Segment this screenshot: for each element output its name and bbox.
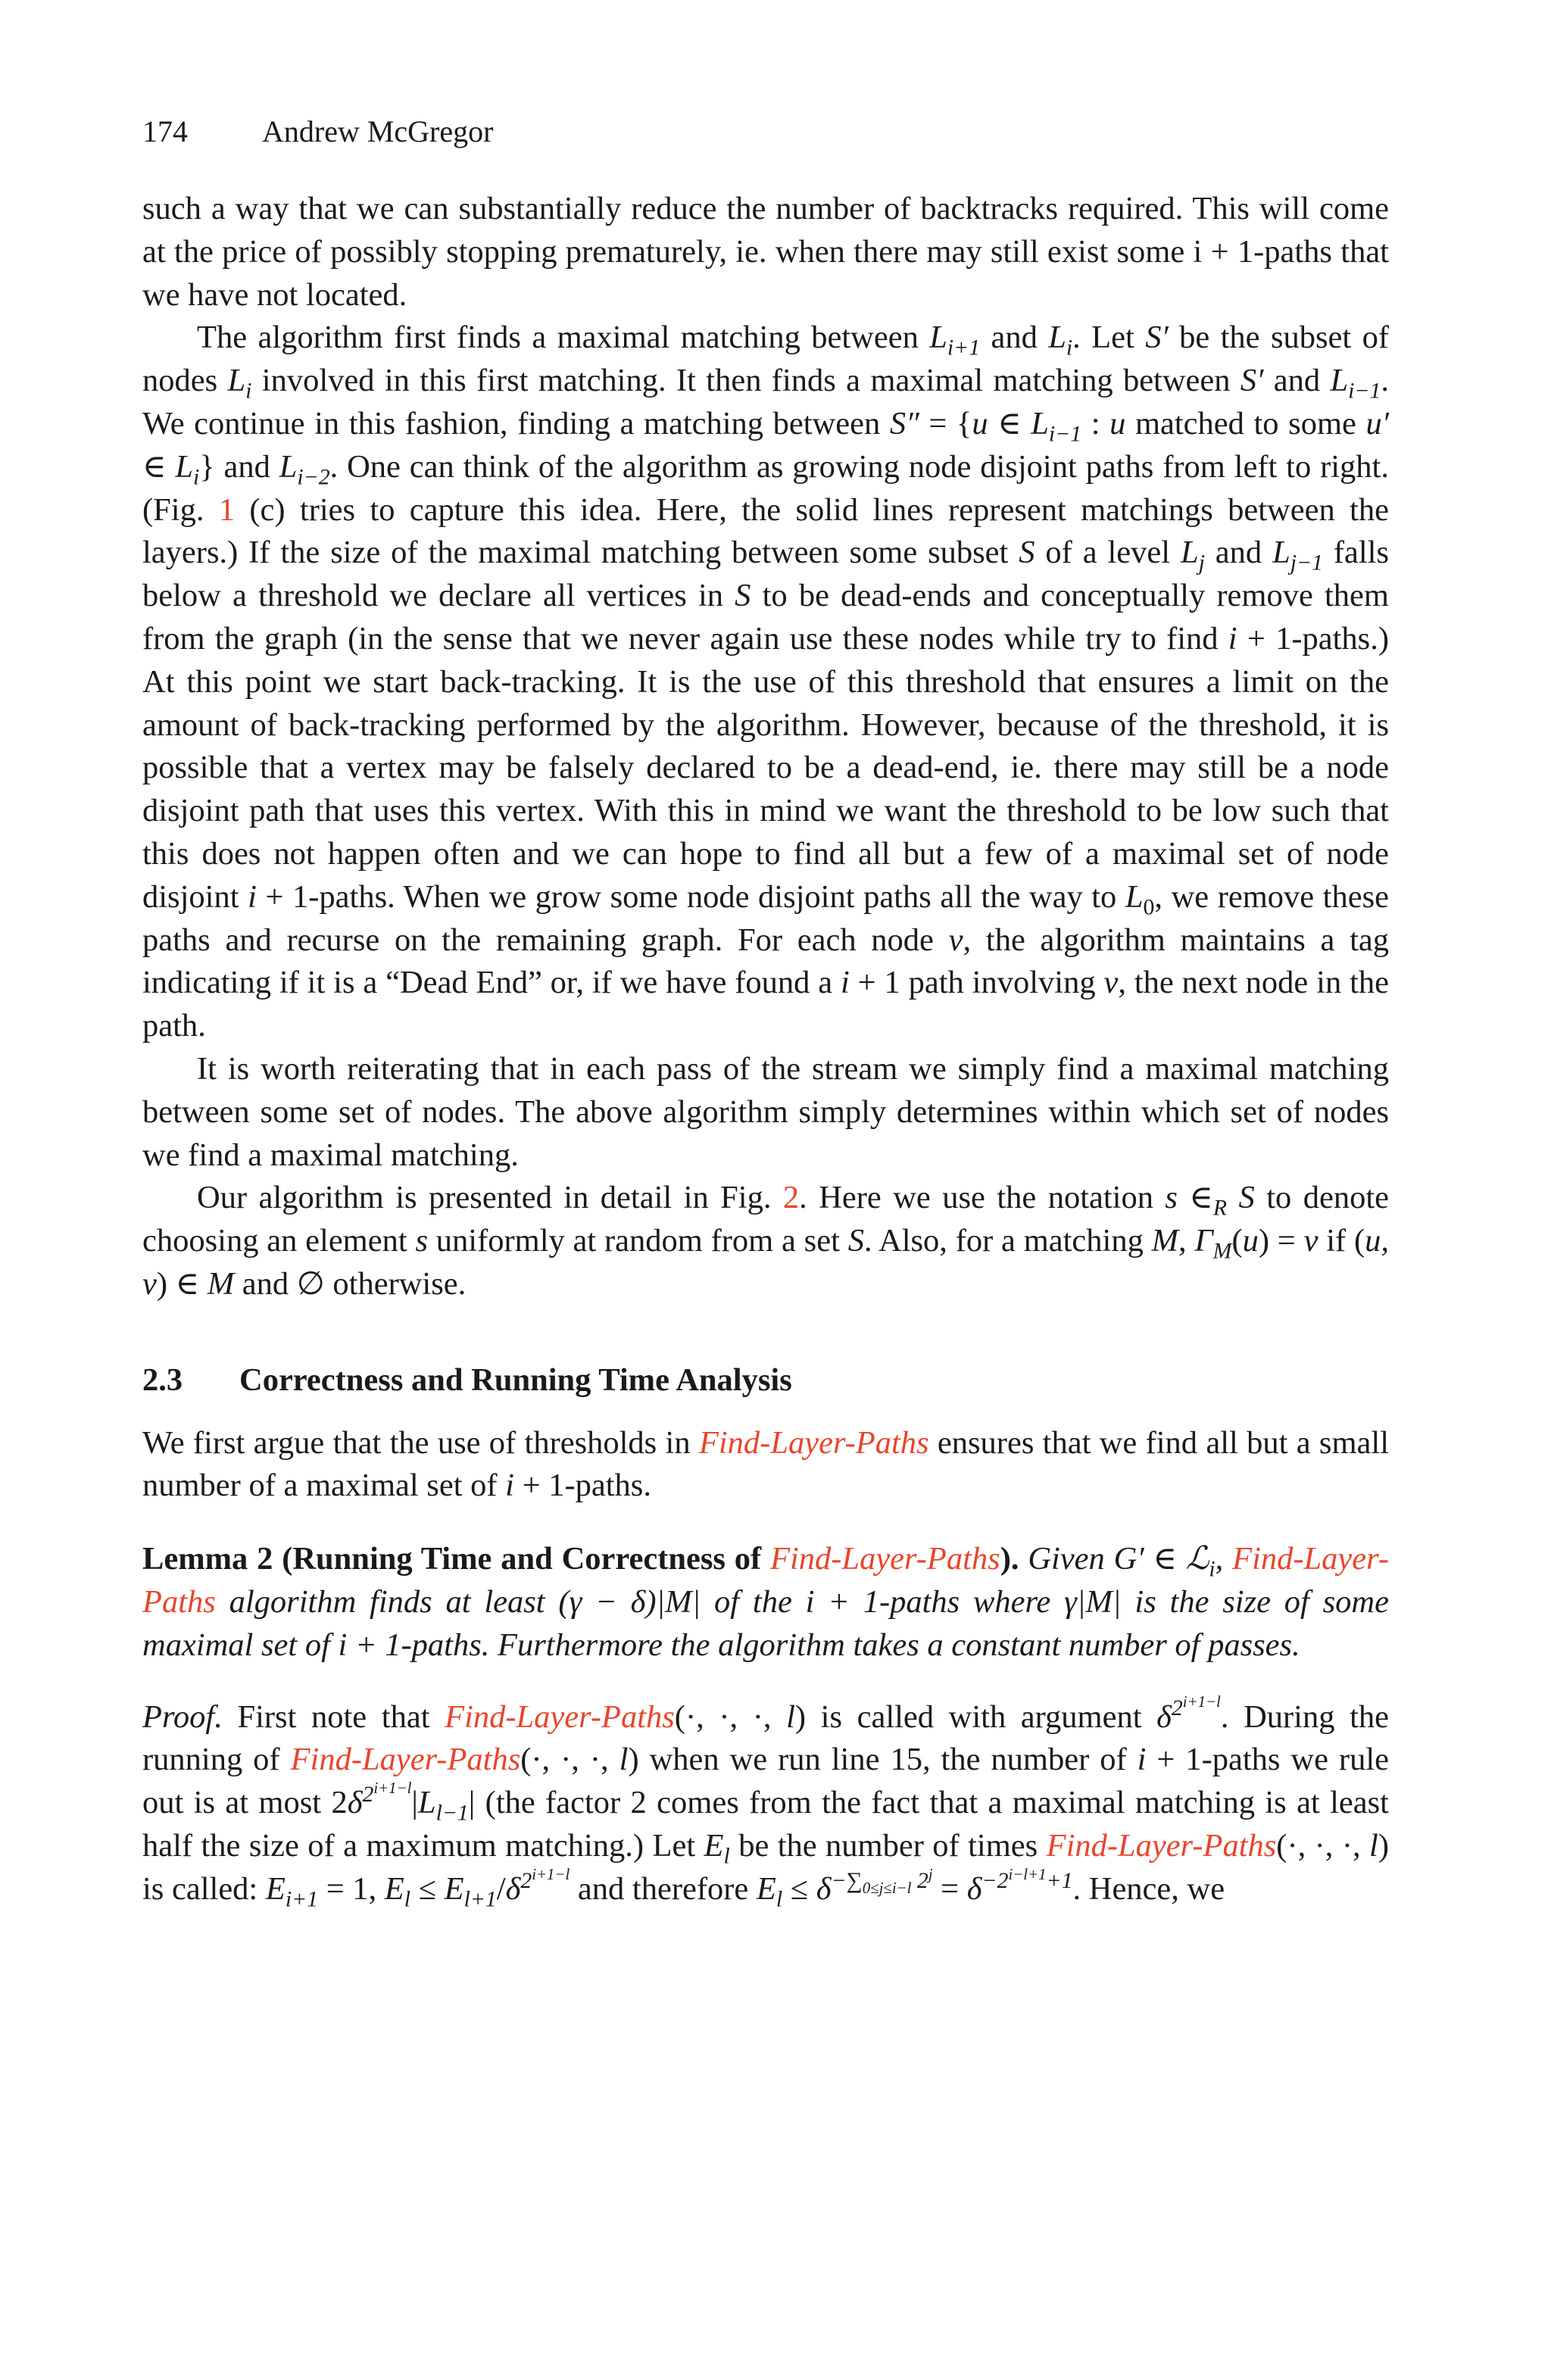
- lemma-heading: Lemma 2 (Running Time and Correctness of Find-Layer-Paths).: [142, 1541, 1019, 1577]
- page-number: 174: [142, 114, 188, 148]
- figure-2-link[interactable]: 2: [782, 1180, 800, 1216]
- section-number: 2.3: [142, 1362, 183, 1398]
- proof-label: Proof.: [142, 1698, 223, 1735]
- figure-1-link[interactable]: 1: [218, 491, 236, 528]
- paragraph-1: such a way that we can substantially reduce the number of backtracks required. This will come at the price of possibly stopping prematurely, ie. when there may still exist some i + 1-paths that we have not located.: [142, 191, 1389, 313]
- running-head: [142, 114, 1389, 150]
- find-layer-paths-link[interactable]: Find-Layer-Paths: [445, 1698, 675, 1735]
- section-title: Correctness and Running Time Analysis: [239, 1362, 792, 1398]
- find-layer-paths-link[interactable]: Find-Layer-Paths: [290, 1742, 521, 1778]
- paper-page: [142, 114, 1389, 1911]
- paragraph-5: We first argue that the use of thresholds in Find-Layer-Paths ensures that we find all but a small number of a maximal set of i + 1-paths.: [142, 1424, 1389, 1504]
- paragraph-4: Our algorithm is presented in detail in Fig. 2. Here we use the notation s $\in_R$ S to denote choosing an element s uniformly at random from a set S. Also, for a matching M, $\Gamma_M(u) = v$ if (u, v) ∈ M and ∅ otherwise.: [142, 1180, 1390, 1302]
- find-layer-paths-link[interactable]: Find-Layer-Paths: [1046, 1827, 1277, 1864]
- find-layer-paths-link[interactable]: Find-Layer-Paths: [142, 1541, 1390, 1620]
- find-layer-paths-link[interactable]: Find-Layer-Paths: [770, 1541, 1000, 1577]
- running-author: Andrew McGregor: [262, 114, 494, 148]
- find-layer-paths-link[interactable]: Find-Layer-Paths: [698, 1424, 929, 1461]
- section-heading: [142, 1359, 1389, 1402]
- paragraph-2: The algorithm first finds a maximal matching between $L_{i+1}$ and $L_i$. Let S′ be the subset of nodes $L_i$ involved in this first matching. It then finds a maximal matching between S′ and $L_{i-1}$. We continue in this fashion, finding a matching between S″ = {u ∈ $L_{i-1}$ : u matched to some u′ ∈ $L_i$} and $L_{i-2}$. One can think of the algorithm as growing node disjoint paths from left to right. (Fig. 1 (c) tries to capture this idea. Here, the solid lines represent matchings between the layers.) If the size of the maximal matching between some subset S of a level $L_j$ and $L_{j-1}$ falls below a threshold we declare all vertices in S to be dead-ends and conceptually remove them from the graph (in the sense that we never again use these nodes while try to find i + 1-paths.) At this point we start back-tracking. It is the use of this threshold that ensures a limit on the amount of back-tracking performed by the algorithm. However, because of the threshold, it is possible that a vertex may be falsely declared to be a dead-end, ie. there may still be a node disjoint path that uses this vertex. With this in mind we want the threshold to be low such that this does not happen often and we can hope to find all but a few of a maximal set of node disjoint i + 1-paths. When we grow some node disjoint paths all the way to $L_0$, we remove these paths and recurse on the remaining graph. For each node v, the algorithm maintains a tag indicating if it is a “Dead End” or, if we have found a i + 1 path involving v, the next node in the path.: [142, 320, 1390, 1044]
- proof: Proof. First note that Find-Layer-Paths(·, ·, ·, l) is called with argument $\delta^{2^{i+1-l}}$. During the running of Find-Layer-Paths(·, ·, ·, l) when we run line 15, the number of i + 1-paths we rule out is at most $2\delta^{2^{i+1-l}}|L_{l-1}|$ (the factor 2 comes from the fact that a maximal matching is at least half the size of a maximum matching.) Let $E_l$ be the number of times Find-Layer-Paths(·, ·, ·, l) is called: $E_{i+1} = 1$, $E_l \le E_{l+1}/\delta^{2^{i+1-l}}$ and therefore $E_l \le \delta^{-\sum_{0\le j\le i-l} 2^j} = \delta^{-2^{i-l+1}+1}$. Hence, we: [142, 1692, 1389, 1912]
- lemma-2: Lemma 2 (Running Time and Correctness of Find-Layer-Paths). Given G′ ∈ ℒ$_i$, Find-Layer-Paths algorithm finds at least (γ − δ)|M| of the i + 1-paths where γ|M| is the size of some maximal set of i + 1-paths. Furthermore the algorithm takes a constant number of passes.: [142, 1541, 1390, 1663]
- paragraph-3: It is worth reiterating that in each pass of the stream we simply find a maximal matching between some set of nodes. The above algorithm simply determines within which set of nodes we find a maximal matching.: [142, 1050, 1389, 1173]
